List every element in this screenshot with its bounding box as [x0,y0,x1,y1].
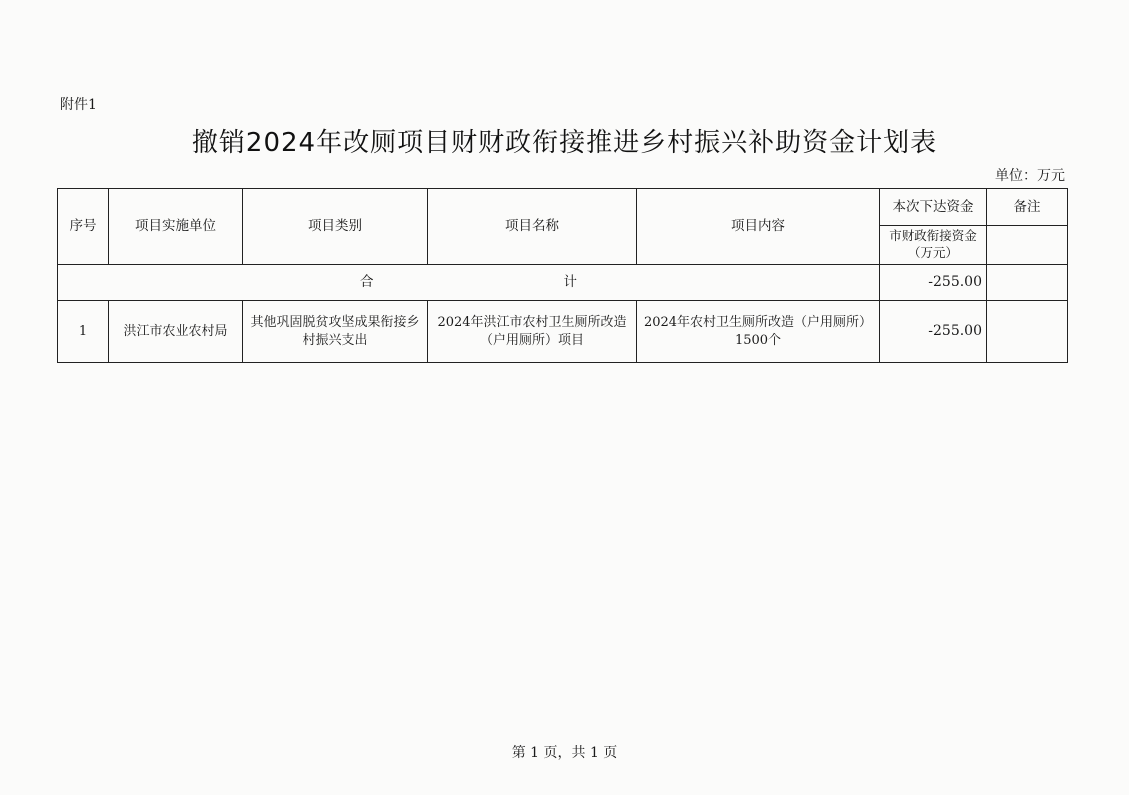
header-name: 项目名称 [428,189,637,265]
table-row [58,301,1068,363]
row-seq: 1 [58,301,109,363]
row-content: 2024年农村卫生厕所改造（户用厕所）1500个 [637,301,880,363]
header-row [58,189,1068,226]
row-name: 2024年洪江市农村卫生厕所改造（户用厕所）项目 [428,301,637,363]
unit-label: 单位：万元 [995,168,1065,184]
row-remark [987,301,1068,363]
header-funds-sub: 市财政衔接资金（万元） [880,226,987,265]
header-category: 项目类别 [243,189,428,265]
total-label-left: 合 [360,274,374,291]
funding-plan-table [57,188,1068,363]
header-unit: 项目实施单位 [109,189,243,265]
total-label-right: 计 [563,274,577,291]
attachment-label: 附件1 [60,97,97,113]
document-title: 撤销2024年改厕项目财财政衔接推进乡村振兴补助资金计划表 [191,128,938,158]
total-remark [987,265,1068,301]
header-seq: 序号 [58,189,109,265]
total-row [58,265,1068,301]
row-unit: 洪江市农业农村局 [109,301,243,363]
row-amount: -255.00 [880,301,987,363]
header-remark: 备注 [987,189,1068,226]
header-content: 项目内容 [637,189,880,265]
page-footer: 第 1 页，共 1 页 [511,745,618,761]
header-funds-group: 本次下达资金 [880,189,987,226]
header-remark-sub [987,226,1068,265]
total-label [58,265,880,301]
total-amount: -255.00 [880,265,987,301]
row-category: 其他巩固脱贫攻坚成果衔接乡村振兴支出 [243,301,428,363]
